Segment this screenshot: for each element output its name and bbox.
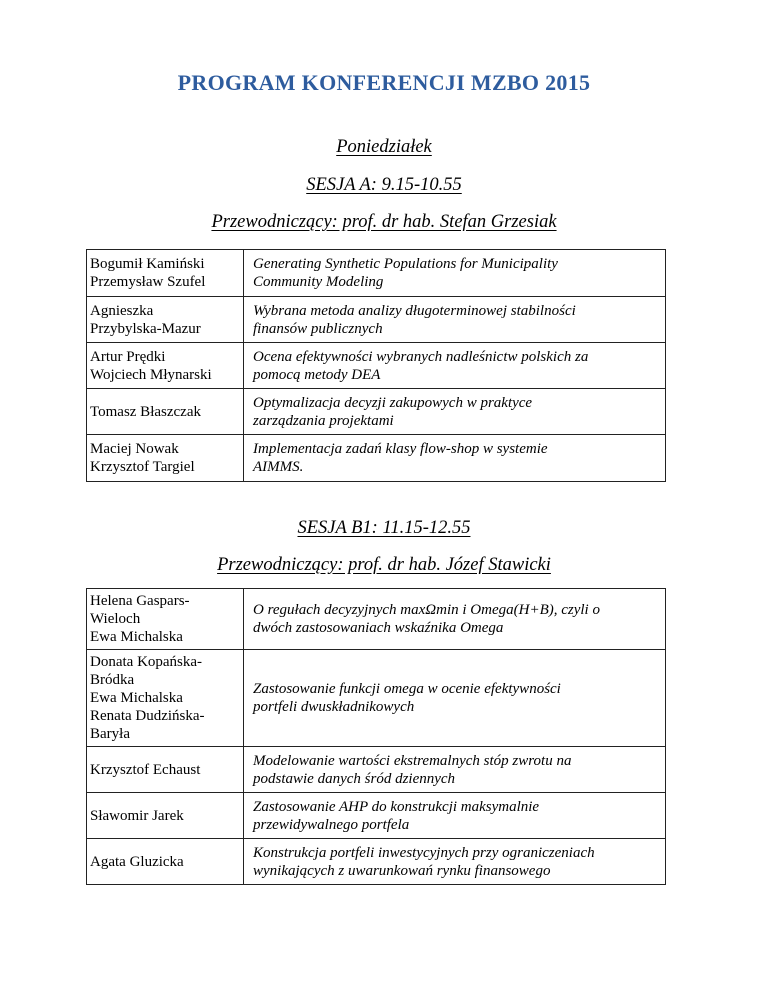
talk-title-cell	[244, 793, 666, 839]
talk-line: dwóch zastosowaniach wskaźnika Omega	[253, 620, 504, 636]
talk-line: portfeli dwuskładnikowych	[253, 699, 415, 715]
authors-cell	[87, 589, 244, 650]
author-line: Bródka	[90, 672, 135, 688]
talk-line: Konstrukcja portfeli inwestycyjnych przy ograniczeniach	[253, 844, 595, 861]
table-row	[87, 650, 666, 747]
talk-line: Optymalizacja decyzji zakupowych w praktyce	[253, 394, 533, 411]
day-heading: Poniedziałek	[336, 137, 432, 157]
talk-line: Generating Synthetic Populations for Municipality	[253, 256, 558, 272]
session-b1-chair: Przewodniczący: prof. dr hab. Józef Stawicki	[217, 555, 551, 575]
author-line: Bogumił Kamiński	[90, 256, 205, 272]
author-line: Artur Prędki	[90, 348, 166, 365]
talk-line: zarządzania projektami	[253, 412, 394, 429]
talk-line: Modelowanie wartości ekstremalnych stóp zwrotu na	[253, 752, 572, 769]
talk-title-cell	[244, 389, 666, 435]
session-b1-heading: SESJA B1: 11.15-12.55	[297, 518, 471, 538]
author-line: Wojciech Młynarski	[90, 366, 212, 383]
talk-title-cell	[244, 297, 666, 343]
talk-title-cell	[244, 435, 666, 482]
session-a-heading: SESJA A: 9.15-10.55	[306, 175, 462, 195]
author-line: Sławomir Jarek	[90, 807, 184, 824]
author-line: Renata Dudzińska-	[90, 708, 205, 724]
talk-title-cell	[244, 343, 666, 389]
talk-title-cell	[244, 839, 666, 885]
talk-title-cell	[244, 589, 666, 650]
table-row	[87, 793, 666, 839]
table-row	[87, 343, 666, 389]
session-b1-table	[86, 588, 666, 885]
talk-title-cell	[244, 650, 666, 747]
page-title: PROGRAM KONFERENCJI MZBO 2015	[177, 70, 591, 95]
talk-line: Zastosowanie AHP do konstrukcji maksymalnie	[253, 798, 540, 815]
session-a-table	[86, 249, 666, 482]
table-row	[87, 250, 666, 297]
talk-line: podstawie danych śród dziennych	[253, 770, 456, 787]
talk-line: Zastosowanie funkcji omega w ocenie efektywności	[253, 681, 561, 697]
authors-cell	[87, 389, 244, 435]
author-line: Wieloch	[90, 611, 141, 627]
table-row	[87, 589, 666, 650]
authors-cell	[87, 297, 244, 343]
talk-title-cell	[244, 747, 666, 793]
author-line: Baryła	[90, 726, 130, 742]
table-row	[87, 389, 666, 435]
authors-cell	[87, 250, 244, 297]
author-line: Tomasz Błaszczak	[90, 403, 201, 420]
author-line: Maciej Nowak	[90, 441, 179, 457]
talk-line: Community Modeling	[253, 274, 384, 290]
authors-cell	[87, 793, 244, 839]
authors-cell	[87, 839, 244, 885]
authors-cell	[87, 747, 244, 793]
table-row	[87, 839, 666, 885]
session-a-chair: Przewodniczący: prof. dr hab. Stefan Grzesiak	[211, 212, 557, 232]
talk-line: O regułach decyzyjnych maxΩmin i Omega(H+B), czyli o	[253, 602, 600, 618]
author-line: Agnieszka	[90, 302, 154, 319]
talk-line: Implementacja zadań klasy flow-shop w systemie	[253, 441, 548, 457]
talk-line: AIMMS.	[253, 459, 304, 475]
table-row	[87, 435, 666, 482]
author-line: Krzysztof Targiel	[90, 459, 195, 475]
talk-line: wynikających z uwarunkowań rynku finansowego	[253, 862, 551, 879]
talk-line: przewidywalnego portfela	[253, 816, 410, 833]
author-line: Agata Gluzicka	[90, 853, 184, 870]
talk-line: pomocą metody DEA	[253, 366, 381, 383]
talk-line: Wybrana metoda analizy długoterminowej stabilności	[253, 302, 576, 319]
author-line: Ewa Michalska	[90, 629, 183, 645]
table-row	[87, 297, 666, 343]
talk-title-cell	[244, 250, 666, 297]
authors-cell	[87, 650, 244, 747]
authors-cell	[87, 435, 244, 482]
author-line: Helena Gaspars-	[90, 593, 190, 609]
talk-line: finansów publicznych	[253, 320, 383, 337]
author-line: Donata Kopańska-	[90, 654, 203, 670]
author-line: Przybylska-Mazur	[90, 320, 201, 337]
table-row	[87, 747, 666, 793]
talk-line: Ocena efektywności wybranych nadleśnictw polskich za	[253, 348, 589, 365]
author-line: Przemysław Szufel	[90, 274, 206, 290]
author-line: Ewa Michalska	[90, 690, 183, 706]
author-line: Krzysztof Echaust	[90, 761, 201, 778]
authors-cell	[87, 343, 244, 389]
